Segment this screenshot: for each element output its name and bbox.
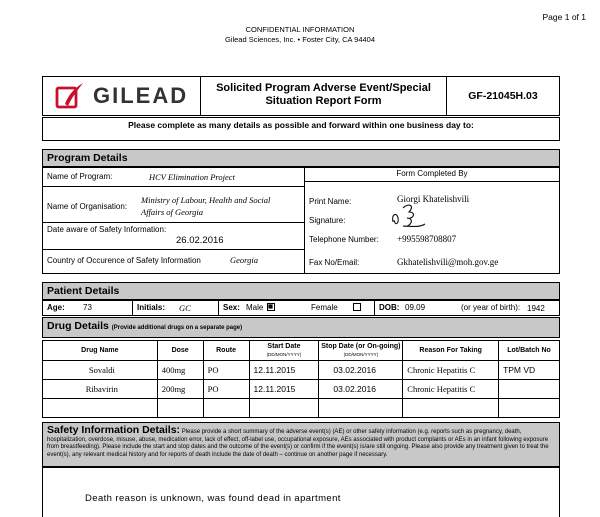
col-header: Route: [203, 341, 249, 361]
title-block: [42, 76, 560, 116]
divider: [43, 222, 304, 223]
safety-info-title: Safety Information Details:: [47, 424, 181, 436]
col-header: Reason For Taking: [403, 341, 499, 361]
reason-cell[interactable]: Chronic Hepatitis C: [403, 361, 499, 380]
telephone-label: Telephone Number:: [309, 235, 379, 244]
drug-name-cell[interactable]: Sovaldi: [43, 361, 158, 380]
date-aware-value[interactable]: 26.02.2016: [176, 235, 224, 246]
dob-cell: [375, 300, 559, 315]
age-label: Age:: [47, 303, 65, 312]
col-header: Drug Name: [43, 341, 158, 361]
initials-value[interactable]: GC: [179, 303, 191, 313]
col-header: Lot/Batch No: [499, 341, 560, 361]
drug-table: [42, 340, 560, 418]
telephone-value[interactable]: +995598708807: [397, 234, 457, 244]
safety-info-instructions: Please provide a short summary of the adverse event(s) (AE) or other safety information (e.g. reports such as pregnancy, death, hospitalization, overdose, misuse, abuse, medication error, lack of effect, off-label use, occupational exposure, AEs associated with product complaints or AEs in an infant following exposure from breastfeeding). Please include the start and stop dates and the outcome of the event(s) or confirm if the event(s) is/are still ongoing. Please also provide any treatment given to treat the event(s), any relevant medical history and for reports of death include the date of death – continue on another page if necessary.: [47, 429, 549, 458]
col-header: Stop Date (or On-going) (DD/MON/YYYY): [319, 341, 403, 361]
initials-label: Initials:: [137, 303, 166, 312]
safety-info-header: [42, 422, 560, 467]
organisation-value-line1[interactable]: Ministry of Labour, Health and Social: [141, 195, 271, 205]
dose-cell[interactable]: 200mg: [157, 380, 203, 399]
divider: [43, 186, 304, 187]
form-title: [201, 77, 447, 115]
start-date-cell[interactable]: [249, 399, 319, 418]
drug-details-note: (Provide additional drugs on a separate page): [111, 325, 243, 331]
program-right: [305, 167, 559, 273]
form-completed-by: Form Completed By: [305, 167, 559, 182]
male-label: Male: [246, 303, 264, 312]
print-name-value[interactable]: Giorgi Khatelishvili: [397, 194, 470, 204]
reason-cell[interactable]: [403, 399, 499, 418]
stop-date-cell[interactable]: 03.02.2016: [319, 361, 403, 380]
company-address: Gilead Sciences, Inc. • Foster City, CA 94404: [224, 35, 376, 44]
page-number: Page 1 of 1: [542, 12, 586, 22]
signature-label: Signature:: [309, 216, 346, 225]
program-details-header: Program Details: [42, 149, 560, 168]
country-value[interactable]: Georgia: [230, 255, 259, 265]
divider: [43, 249, 304, 250]
sex-label: Sex:: [223, 303, 240, 312]
lot-batch-cell[interactable]: [499, 380, 560, 399]
confidential-label: CONFIDENTIAL INFORMATION: [245, 25, 355, 34]
age-value[interactable]: 73: [83, 303, 92, 312]
signature-image: [389, 202, 431, 234]
logo-cell: [43, 77, 201, 115]
age-cell: [43, 300, 133, 315]
start-date-cell[interactable]: 12.11.2015: [249, 361, 319, 380]
dob-value[interactable]: 09.09: [405, 303, 426, 312]
dose-cell[interactable]: [157, 399, 203, 418]
organisation-label: Name of Organisation:: [47, 202, 128, 211]
drug-name-cell[interactable]: Ribavirin: [43, 380, 158, 399]
drug-table-header: [43, 341, 560, 361]
patient-details-row: [42, 299, 560, 316]
patient-details-header: Patient Details: [42, 282, 560, 301]
country-label: Country of Occurence of Safety Information: [47, 256, 201, 265]
logo-text: GILEAD: [93, 83, 189, 108]
table-row: [43, 361, 560, 380]
lot-batch-cell[interactable]: TPM VD: [499, 361, 560, 380]
lot-batch-cell[interactable]: [499, 399, 560, 418]
male-checkbox[interactable]: [267, 303, 275, 311]
birth-year-label: (or year of birth):: [461, 303, 521, 312]
female-label: Female: [311, 303, 338, 312]
drug-name-cell[interactable]: [43, 399, 158, 418]
name-of-program-value[interactable]: HCV Elimination Project: [149, 172, 235, 182]
drug-details-title: Drug Details: [47, 320, 109, 332]
safety-narrative-text[interactable]: Death reason is unknown, was found dead in apartment: [85, 493, 341, 504]
table-row: [43, 380, 560, 399]
instruction-text: Please complete as many details as possible and forward within one business day to:: [128, 120, 474, 130]
print-name-label: Print Name:: [309, 197, 352, 206]
col-header: Dose: [157, 341, 203, 361]
route-cell[interactable]: [203, 399, 249, 418]
form-title-line1: Solicited Program Adverse Event/Special: [216, 82, 431, 94]
name-of-program-label: Name of Program:: [47, 172, 113, 181]
sex-cell: [219, 300, 375, 315]
program-left: [43, 167, 305, 273]
dob-label: DOB:: [379, 303, 400, 312]
initials-cell: [133, 300, 219, 315]
form-title-line2: Situation Report Form: [265, 95, 382, 107]
date-aware-label: Date aware of Safety Information:: [47, 225, 167, 234]
route-cell[interactable]: PO: [203, 361, 249, 380]
reason-cell[interactable]: Chronic Hepatitis C: [403, 380, 499, 399]
col-header: Start Date (DD/MON/YYYY): [249, 341, 319, 361]
route-cell[interactable]: PO: [203, 380, 249, 399]
program-details-body: [42, 166, 560, 274]
start-date-cell[interactable]: 12.11.2015: [249, 380, 319, 399]
gilead-logo-icon: [55, 82, 85, 110]
fax-email-value[interactable]: Gkhatelishvili@moh.gov.ge: [397, 257, 499, 267]
drug-details-header: [42, 317, 560, 338]
dose-cell[interactable]: 400mg: [157, 361, 203, 380]
fax-email-label: Fax No/Email:: [309, 258, 360, 267]
female-checkbox[interactable]: [353, 303, 361, 311]
stop-date-cell[interactable]: 03.02.2016: [319, 380, 403, 399]
organisation-value-line2[interactable]: Affairs of Georgia: [141, 207, 204, 217]
birth-year-value[interactable]: 1942: [527, 304, 545, 313]
table-row: [43, 399, 560, 418]
safety-narrative-box[interactable]: [42, 467, 560, 517]
form-code: GF-21045H.03: [468, 90, 538, 102]
stop-date-cell[interactable]: [319, 399, 403, 418]
instruction-box: [42, 117, 560, 141]
